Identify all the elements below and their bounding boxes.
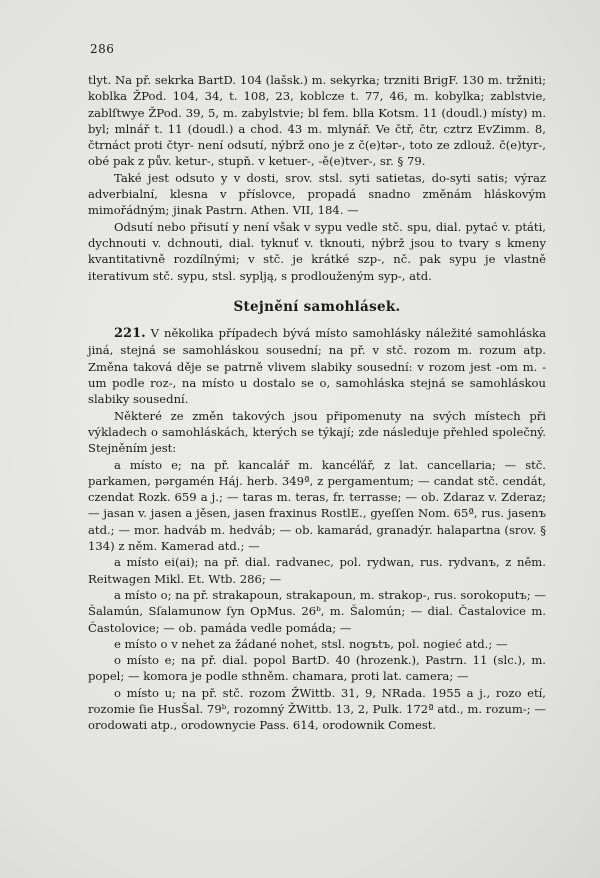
paragraph: o místo e; na př. dial. popol BartD. 40 (hrozenk.), Pastrn. 11 (slc.), m. popel; — komora je podle sthněm. chamara, proti lat. camera; — (88, 653, 546, 684)
section-text: V několika případech bývá místo samohlásky náležité samohláska jiná, stejná se samohláskou sousední; na př. v stč. rozom m. rozum atp. Změna taková děje se patrně vlivem slabiky sousední: v rozom jest -om m. -um podle roz-, na místo u dostalo se o, samohláska stejná se samohláskou slabiky sousední. (88, 326, 546, 407)
section-heading: Stejnění samohlásek. (233, 298, 401, 315)
paragraph: Odsutí nebo přisutí y není však v sypu vedle stč. spu, dial. pytać v. ptáti, dychnouti v. dchnouti, dial. tyknuť v. tknouti, nýbrž jsou to tvary s kmeny kvantitativně rozdílnými; v stč. je krátké szp-, nč. pak sypu je vlastně iterativum stč. sypu, stsl. syplją, s prodlouženým syp-, atd. (88, 219, 546, 283)
paragraph: a místo o; na př. strakapoun, strakapoun, m. strakop-, rus. sorokoputъ; — Šalamún, Sſalamunow ſyn OpMus. 26ᵇ, m. Šalomún; — dial. Častalovice m. Častolovice; — ob. pamáda vedle pomáda; — (88, 587, 546, 635)
paragraph: a místo e; na př. kancalář m. kancéľář, z lat. cancellaria; — stč. parkamen, pərgamén Háj. herb. 349ª, z pergamentum; — candat stč. cendát, czendat Rozk. 659 a j.; — taras m. teras, fr. terrasse; — ob. Zdaraz v. Zderaz; — jasan v. jasen a jěsen, jasen fraxinus RostlE., gyeſſen Nom. 65ª, rus. jasenъ atd.; — mor. hadváb m. hedváb; — ob. kamarád, granadýr. halapartna (srov. § 134) z něm. Kamerad atd.; — (88, 457, 546, 554)
section-paragraph (88, 325, 546, 407)
section-number: 221. (114, 326, 146, 342)
paragraph: e místo o v nehet za žádané nohet, stsl. nogъtъ, pol. nogieć atd.; — (114, 636, 508, 651)
paragraph: a místo ei(ai); na př. dial. radvanec, pol. rydwan, rus. rydvanъ, z něm. Reitwagen Mikl. Et. Wtb. 286; — (88, 555, 546, 586)
page-body (88, 72, 546, 734)
paragraph: o místo u; na př. stč. rozom ŽWittb. 31, 9, NRada. 1955 a j., rozo etí, rozomie ſie HusŠal. 79ᵇ, rozomný ŽWittb. 13, 2, Pulk. 172ª atd., m. rozum-; — orodowati atp., orodownycie Pass. 614, orodownik Comest. (88, 685, 546, 733)
paragraph: Některé ze změn takových jsou připomenuty na svých místech při výkladech o samohláskách, kterých se týkají; zde následuje přehled společný. Stejněním jest: (88, 408, 546, 456)
paragraph: Také jest odsuto y v dosti, srov. stsl. syti satietas, do-syti satis; výraz adverbialní, klesna v příslovce, propadá snadno změnám hláskovým mimořádným; jinak Pastrn. Athen. VII, 184. — (88, 170, 546, 218)
page-number: 286 (90, 42, 115, 56)
paragraph-continuation: tlyt. Na př. sekrka BartD. 104 (lašsk.) m. sekyrka; trzniti BrigF. 130 m. tržniti; koblka ŽPod. 104, 34, t. 108, 23, koblcze t. 77, 46, m. kobylka; zablstvie, zablſtwye ŽPod. 39, 5, m. zabylstvie; bl fem. blla Kotsm. 11 (doudl.) místy) m. byl; mlnář t. 11 (doudl.) a chod. 43 m. mlynář. Ve čtř, čtr, cztrz EvZimm. 8, čtrnáct proti čtyr- není odsutí, nýbrž ono je z č(e)tər-, toto ze zdlouž. č(e)tyr-, obé pak z pův. ketur-, stupň. v ketuer-, -ě(e)tver-, sr. § 79. (88, 73, 546, 169)
